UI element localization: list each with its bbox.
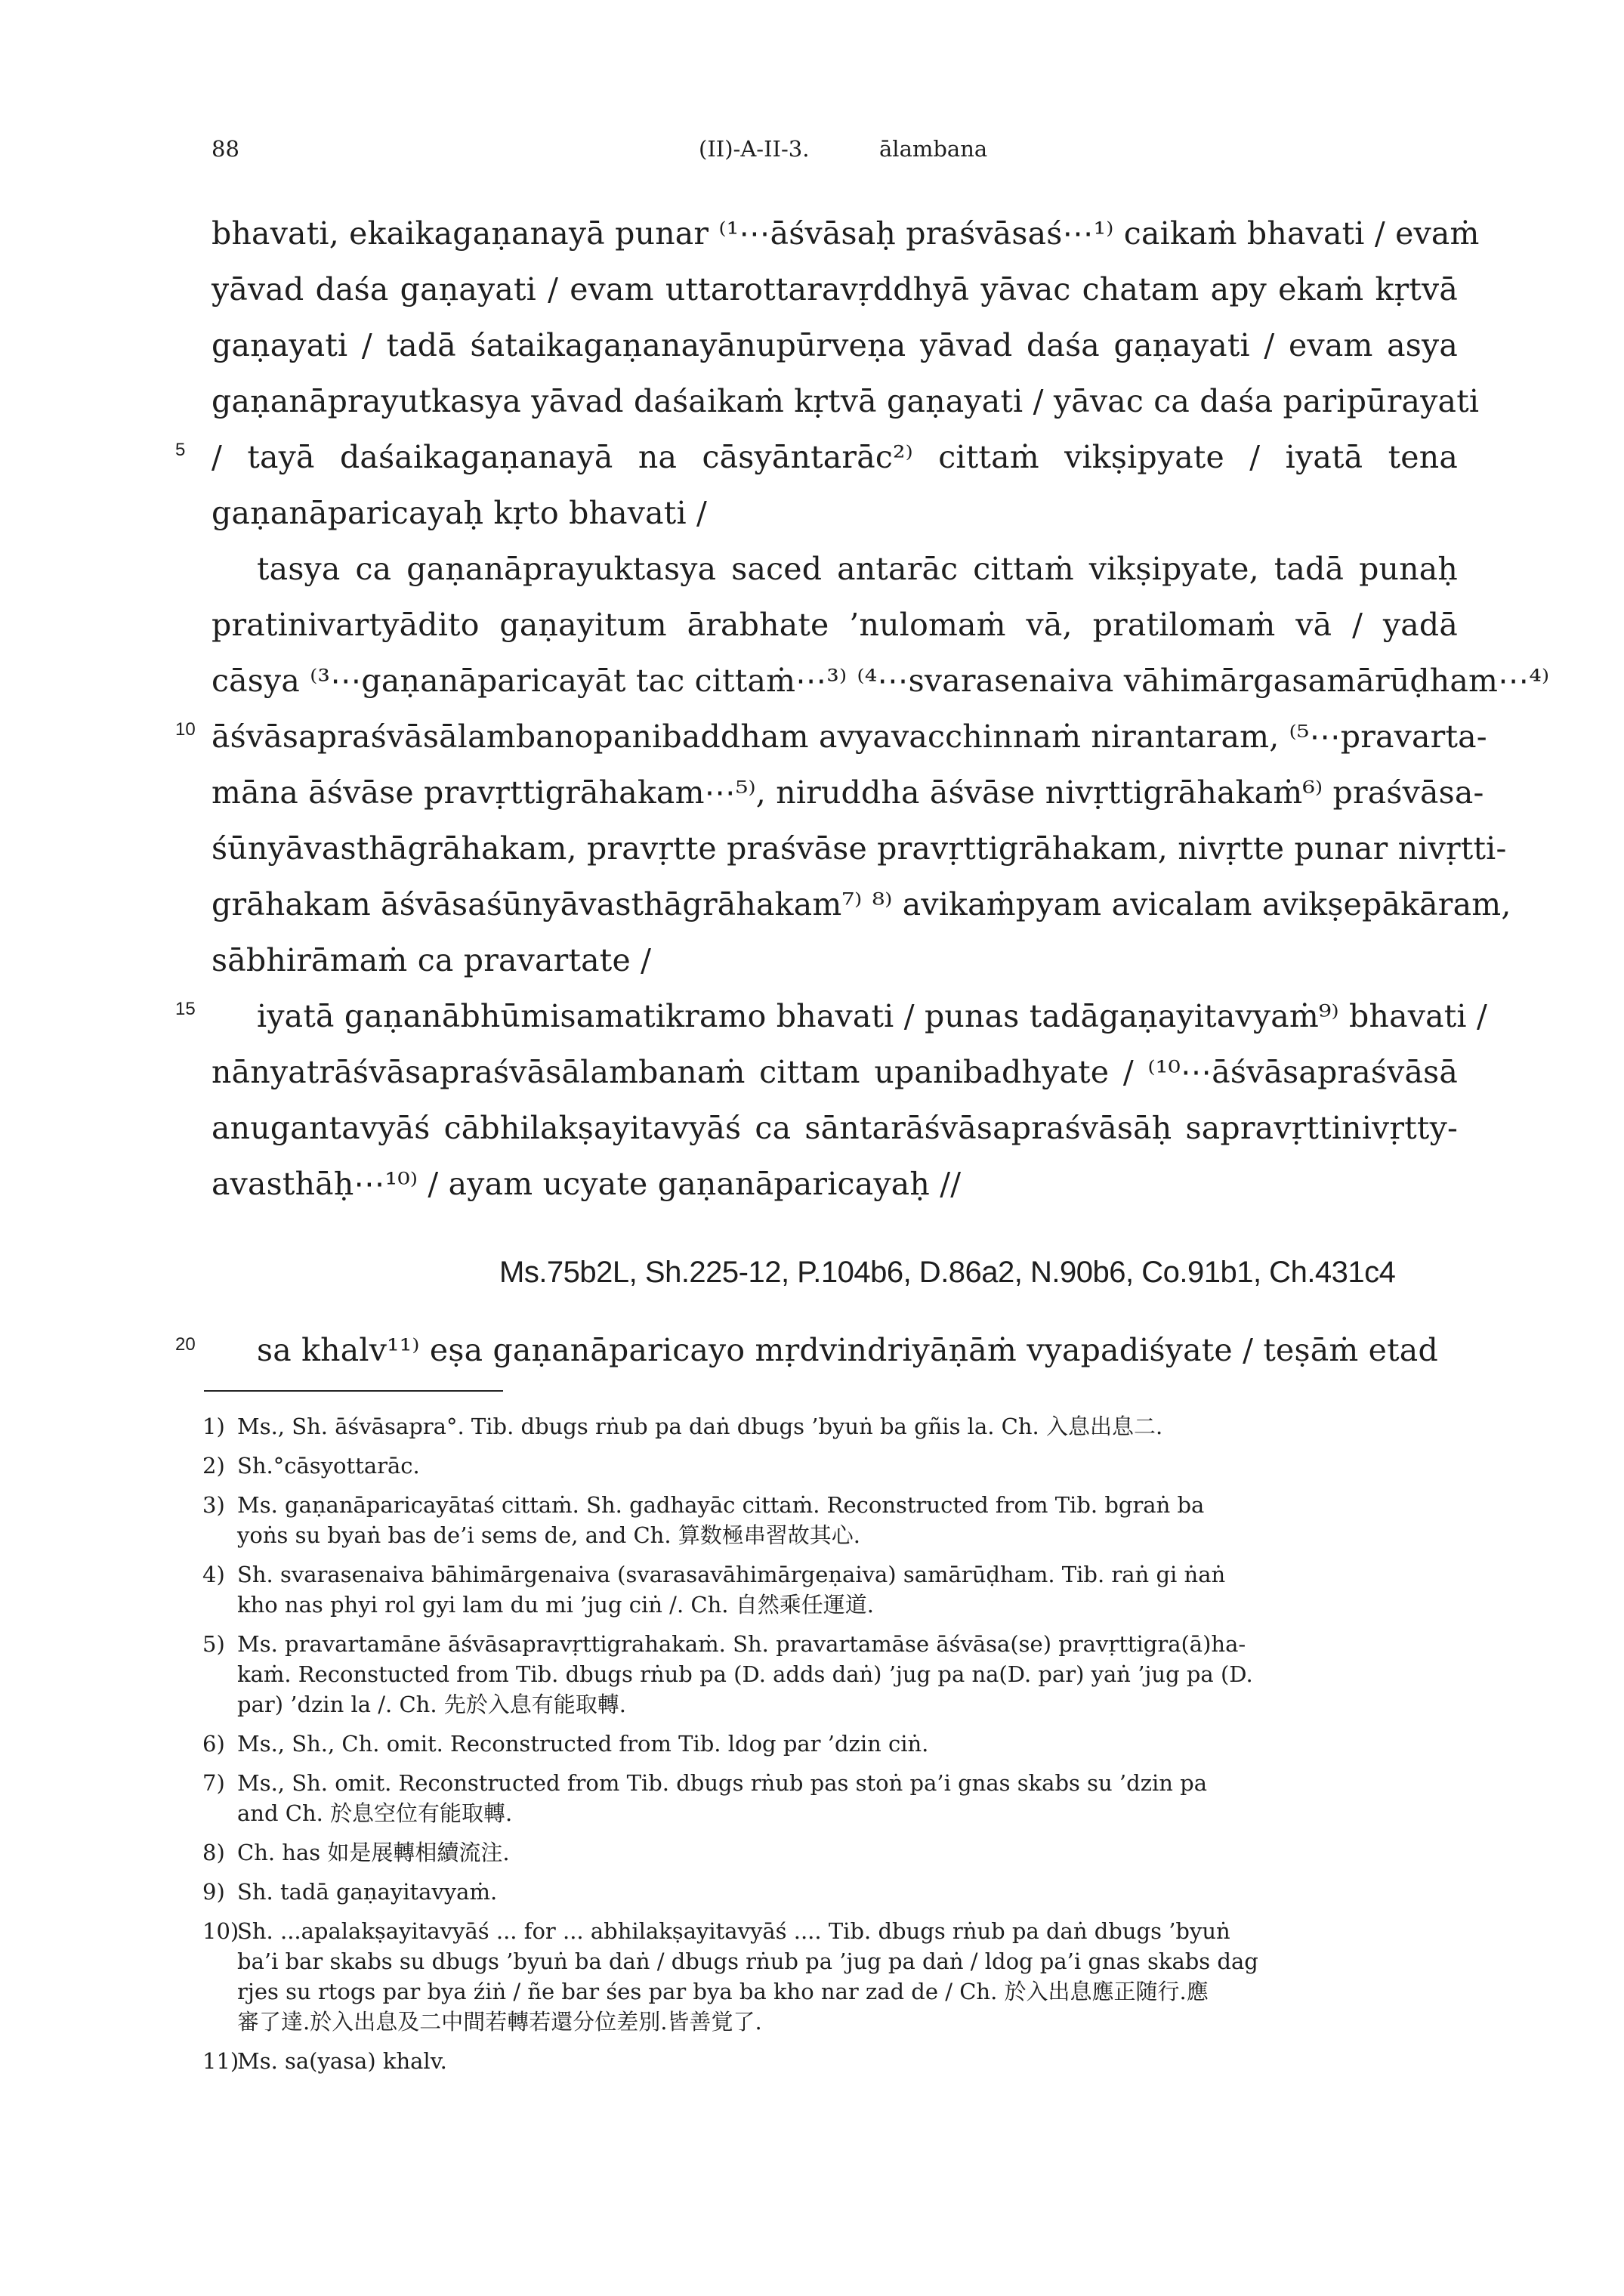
footnote-text: Sh. tadā gaṇayitavyaṁ.: [237, 1879, 498, 1905]
footnote-number: 11): [202, 2048, 239, 2074]
text-line: cāsya ⁽³⋯gaṇanāparicayāt tac cittaṁ⋯³⁾ ⁽⁴⋯svarasenaiva vāhimārgasamārūḍham⋯⁴⁾: [211, 663, 1550, 699]
footnote-text: Ms., Sh. āśvāsapra°. Tib. dbugs rṅub pa daṅ dbugs ’byuṅ ba gñis la. Ch. 入息出息二.: [237, 1414, 1163, 1439]
footnote: [202, 1768, 1471, 1828]
text-line: bhavati, ekaikagaṇanayā punar ⁽¹⋯āśvāsaḥ praśvāsaś⋯¹⁾ caikaṁ bhavati / evaṁ: [211, 215, 1480, 252]
running-head-topic: ālambana: [879, 136, 988, 162]
line-number: 15: [175, 999, 196, 1019]
running-head-section: (II)-A-II-3.: [699, 136, 810, 162]
text-line: gaṇayati / tadā śataikagaṇanayānupūrveṇa yāvad daśa gaṇayati / evam asya: [211, 327, 1458, 363]
footnote: [202, 1729, 1471, 1759]
manuscript-reference: Ms.75b2L, Sh.225-12, P.104b6, D.86a2, N.90b6, Co.91b1, Ch.431c4: [499, 1256, 1396, 1289]
text-line: grāhakam āśvāsaśūnyāvasthāgrāhakam⁷⁾ ⁸⁾ avikaṁpyam avicalam avikṣepākāram,: [211, 886, 1511, 922]
footnote-number: 7): [202, 1770, 225, 1796]
footnote-number: 4): [202, 1562, 225, 1587]
footnote-text: Ms., Sh. omit. Reconstructed from Tib. dbugs rṅub pas stoṅ pa’i gnas skabs su ’dzin pa: [237, 1770, 1208, 1796]
footnote-text: Sh. ...apalakṣayitavyāś ... for ... abhilakṣayitavyāś .... Tib. dbugs rṅub pa daṅ dbugs ’byuṅ: [237, 1918, 1230, 1944]
text-line: yāvad daśa gaṇayati / evam uttarottaravṛddhyā yāvac chatam apy ekaṁ kṛtvā: [211, 271, 1458, 307]
footnote-text: and Ch. 於息空位有能取轉.: [237, 1800, 513, 1826]
footnote: [202, 1837, 1471, 1868]
footnote-text: Ms. gaṇanāparicayātaś cittaṁ. Sh. gadhayāc cittaṁ. Reconstructed from Tib. bgraṅ ba: [237, 1492, 1205, 1518]
footnote-number: 10): [202, 1918, 239, 1944]
text-line: pratinivartyādito gaṇayitum ārabhate ’nulomaṁ vā, pratilomaṁ vā / yadā: [211, 607, 1458, 643]
footnote-text: Ms., Sh., Ch. omit. Reconstructed from Tib. ldog par ’dzin ciṅ.: [237, 1731, 929, 1757]
text-line: śūnyāvasthāgrāhakam, pravṛtte praśvāse pravṛttigrāhakam, nivṛtte punar nivṛtti-: [211, 830, 1507, 867]
footnote-text: 審了達.於入出息及二中間若轉若還分位差別.皆善覚了.: [237, 2009, 762, 2035]
line-number: 5: [175, 440, 186, 460]
footnote: [202, 1411, 1471, 1442]
text-line: avasthāḥ⋯¹⁰⁾ / ayam ucyate gaṇanāparicayaḥ //: [211, 1166, 962, 1202]
footnote-text: yoṅs su byaṅ bas de’i sems de, and Ch. 算数極串習故其心.: [237, 1522, 860, 1548]
text-line: gaṇanāprayutkasya yāvad daśaikaṁ kṛtvā gaṇayati / yāvac ca daśa paripūrayati: [211, 383, 1480, 419]
footnote-text: par) ’dzin la /. Ch. 先於入息有能取轉.: [237, 1692, 626, 1717]
text-line: sa khalv¹¹⁾ eṣa gaṇanāparicayo mṛdvindriyāṇāṁ vyapadiśyate / teṣāṁ etad: [257, 1332, 1438, 1368]
line-number: 20: [175, 1334, 196, 1355]
footnote-text: Sh.°cāsyottarāc.: [237, 1453, 420, 1479]
footnote-text: Ch. has 如是展轉相續流注.: [237, 1840, 510, 1865]
footnote: [202, 1629, 1471, 1720]
text-line: anugantavyāś cābhilakṣayitavyāś ca sāntarāśvāsapraśvāsāḥ sapravṛttinivṛtty-: [211, 1110, 1458, 1146]
footnote-number: 2): [202, 1453, 225, 1479]
text-line: nānyatrāśvāsapraśvāsālambanaṁ cittam upanibadhyate / ⁽¹⁰⋯āśvāsapraśvāsā: [211, 1054, 1458, 1090]
text-line: tasya ca gaṇanāprayuktasya saced antarāc cittaṁ vikṣipyate, tadā punaḥ: [257, 551, 1458, 587]
footnote: [202, 2046, 1471, 2076]
footnote-number: 5): [202, 1631, 225, 1657]
footnote-number: 9): [202, 1879, 225, 1905]
footnote: [202, 1490, 1471, 1550]
footnote-number: 8): [202, 1840, 225, 1865]
footnote: [202, 1916, 1471, 2037]
line-number: 10: [175, 719, 196, 740]
footnote-divider: [204, 1390, 503, 1392]
footnote-number: 1): [202, 1414, 225, 1439]
footnote-text: Ms. pravartamāne āśvāsapravṛttigrahakaṁ. Sh. pravartamāse āśvāsa(se) pravṛttigra(ā)ha-: [237, 1631, 1246, 1657]
text-line: iyatā gaṇanābhūmisamatikramo bhavati / punas tadāgaṇayitavyaṁ⁹⁾ bhavati /: [257, 998, 1487, 1034]
footnote-text: rjes su rtogs par bya źiṅ / ñe bar śes par bya ba kho nar zad de / Ch. 於入出息應正随行.應: [237, 1979, 1209, 2004]
text-line: māna āśvāse pravṛttigrāhakam⋯⁵⁾, niruddha āśvāse nivṛttigrāhakaṁ⁶⁾ praśvāsa-: [211, 774, 1484, 811]
footnote: [202, 1877, 1471, 1907]
footnote: [202, 1451, 1471, 1481]
footnote-number: 3): [202, 1492, 225, 1518]
footnote-text: Ms. sa(yasa) khalv.: [237, 2048, 447, 2074]
text-line: sābhirāmaṁ ca pravartate /: [211, 942, 652, 978]
footnote: [202, 1559, 1471, 1620]
footnote-text: kaṁ. Reconstucted from Tib. dbugs rṅub pa (D. adds daṅ) ’jug pa na(D. par) yaṅ ’jug pa (D.: [237, 1661, 1253, 1687]
text-line: / tayā daśaikagaṇanayā na cāsyāntarāc²⁾ cittaṁ vikṣipyate / iyatā tena: [211, 439, 1458, 475]
footnote-text: ba’i bar skabs su dbugs ’byuṅ ba daṅ / dbugs rṅub pa ’jug pa daṅ / ldog pa’i gnas skabs dag: [237, 1948, 1258, 1974]
footnote-number: 6): [202, 1731, 225, 1757]
text-line: gaṇanāparicayaḥ kṛto bhavati /: [211, 495, 708, 531]
page-number: 88: [211, 136, 239, 162]
text-line: āśvāsapraśvāsālambanopanibaddham avyavacchinnaṁ nirantaram, ⁽⁵⋯pravarta-: [211, 718, 1487, 755]
footnote-text: Sh. svarasenaiva bāhimārgenaiva (svarasavāhimārgeṇaiva) samārūḍham. Tib. raṅ gi ṅaṅ: [237, 1562, 1226, 1587]
footnote-text: kho nas phyi rol gyi lam du mi ’jug ciṅ /. Ch. 自然乘任運道.: [237, 1592, 874, 1618]
